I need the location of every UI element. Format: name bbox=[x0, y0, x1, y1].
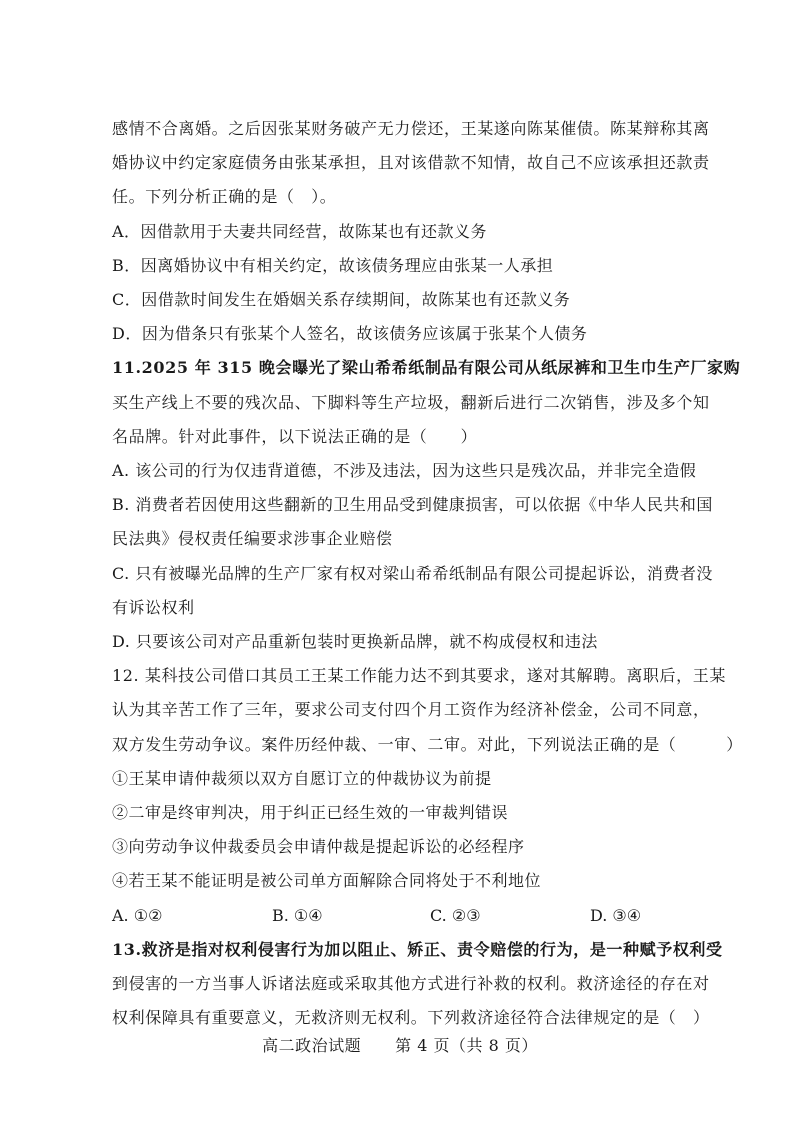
choice-c: C. ②③ bbox=[430, 905, 481, 925]
exam-subject: 高二政治试题 bbox=[262, 1036, 362, 1055]
question-text-line: 买生产线上不要的残次品、下脚料等生产垃圾，翻新后进行二次销售，涉及多个知 bbox=[112, 392, 710, 412]
statement-4: ④若王某不能证明是被公司单方面解除合同将处于不利地位 bbox=[112, 871, 542, 891]
question-text-line: 名品牌。针对此事件，以下说法正确的是（ ） bbox=[112, 426, 478, 446]
question-text-line: 婚协议中约定家庭债务由张某承担，且对该借款不知情，故自己不应该承担还款责 bbox=[112, 153, 710, 173]
option-c: C. 只有被曝光品牌的生产厂家有权对梁山希希纸制品有限公司提起诉讼，消费者没 bbox=[112, 563, 713, 583]
statement-1: ①王某申请仲裁须以双方自愿订立的仲裁协议为前提 bbox=[112, 768, 492, 788]
option-d: D. 只要该公司对产品重新包装时更换新品牌，就不构成侵权和违法 bbox=[112, 632, 598, 652]
statement-2: ②二审是终审判决，用于纠正已经生效的一审裁判错误 bbox=[112, 803, 509, 823]
question-text-line: 12. 某科技公司借口其员工王某工作能力达不到其要求，遂对其解聘。离职后，王某 bbox=[112, 666, 726, 686]
exam-content bbox=[112, 112, 743, 1035]
question-10-tail bbox=[112, 112, 710, 351]
choice-b: B. ①④ bbox=[272, 905, 323, 925]
option-b-continued: 民法典》侵权责任编要求涉事企业赔偿 bbox=[112, 529, 393, 549]
option-a: A. 该公司的行为仅违背道德，不涉及违法，因为这些只是残次品，并非完全造假 bbox=[112, 461, 697, 481]
option-c-continued: 有诉讼权利 bbox=[112, 597, 195, 617]
question-text-line: 认为其辛苦工作了三年，要求公司支付四个月工资作为经济补偿金，公司不同意， bbox=[112, 700, 710, 720]
option-b: B. 消费者若因使用这些翻新的卫生用品受到健康损害，可以依据《中华人民共和国 bbox=[112, 495, 713, 515]
choice-a: A. ①② bbox=[112, 905, 163, 925]
page-footer bbox=[0, 1034, 800, 1058]
question-text-line: 权利保障具有重要意义，无救济则无权利。下列救济途径符合法律规定的是（ ） bbox=[112, 1008, 710, 1028]
question-text-line: 双方发生劳动争议。案件历经仲裁、一审、二审。对此，下列说法正确的是（ ） bbox=[112, 734, 743, 754]
question-text-line: 任。下列分析正确的是（ ）。 bbox=[112, 187, 337, 207]
option-b: B．因离婚协议中有相关约定，故该债务理应由张某一人承担 bbox=[112, 255, 554, 275]
answer-choices bbox=[112, 899, 692, 933]
question-text-line: 11.2025 年 315 晚会曝光了梁山希希纸制品有限公司从纸尿裤和卫生巾生产厂家购 bbox=[112, 358, 741, 378]
page-number: 第 4 页（共 8 页） bbox=[395, 1036, 538, 1055]
question-text-line: 到侵害的一方当事人诉诸法庭或采取其他方式进行补救的权利。救济途径的存在对 bbox=[112, 974, 710, 994]
option-a: A．因借款用于夫妻共同经营，故陈某也有还款义务 bbox=[112, 221, 488, 241]
statement-3: ③向劳动争议仲裁委员会申请仲裁是提起诉讼的必经程序 bbox=[112, 837, 525, 857]
option-d: D．因为借条只有张某个人签名，故该债务应该属于张某个人债务 bbox=[112, 324, 588, 344]
question-12 bbox=[112, 659, 743, 933]
question-text-line: 13.救济是指对权利侵害行为加以阻止、矫正、责令赔偿的行为，是一种赋予权利受 bbox=[112, 939, 723, 959]
option-c: C．因借款时间发生在婚姻关系存续期间，故陈某也有还款义务 bbox=[112, 290, 571, 310]
question-13 bbox=[112, 933, 723, 1036]
question-11 bbox=[112, 351, 741, 659]
choice-d: D. ③④ bbox=[590, 905, 642, 925]
question-text-line: 感情不合离婚。之后因张某财务破产无力偿还，王某遂向陈某催债。陈某辩称其离 bbox=[112, 119, 710, 138]
